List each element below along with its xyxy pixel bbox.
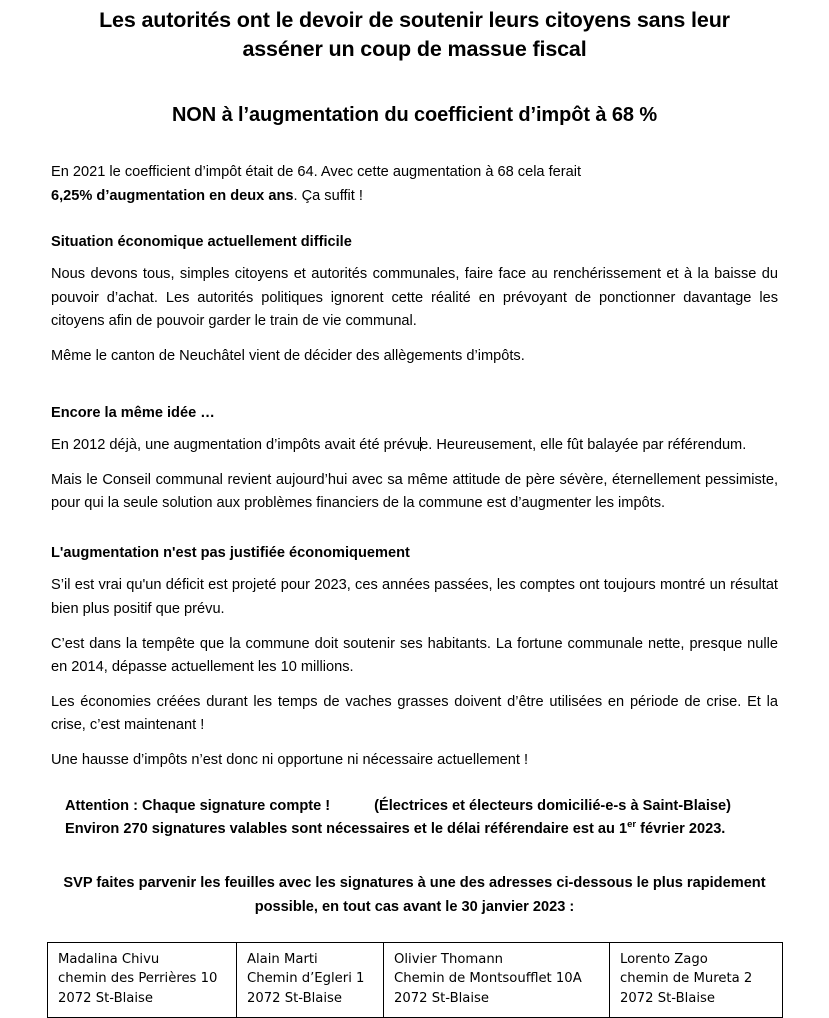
ordinal-suffix: er	[627, 819, 637, 831]
svp-line-1: SVP faites parvenir les feuilles avec les signatures à une des adresses ci-dessous le plus rapidement	[63, 875, 766, 892]
attention-eligibility-text: (Électrices et électeurs domicilié-e-s à Saint-Blaise)	[374, 797, 732, 814]
address-cell-4	[610, 943, 783, 1017]
address-street: Chemin de Montsoufflet 10A	[394, 971, 582, 987]
title-block	[0, 0, 829, 64]
section-heading-augmentation: L'augmentation n'est pas justifiée économiquement	[51, 544, 410, 561]
attention-signature-count-text: Attention : Chaque signature compte !	[65, 797, 331, 814]
lead-paragraph	[51, 161, 778, 208]
document-body	[0, 161, 829, 772]
address-table	[47, 942, 783, 1017]
address-name: Madalina Chivu	[58, 952, 160, 968]
paragraph-augmentation-2: C’est dans la tempête que la commune doit soutenir ses habitants. La fortune communale nette, presque nulle en 2014, dépasse actuellement les 10 millions.	[51, 635, 778, 676]
address-table-wrapper	[0, 942, 829, 1017]
address-city: 2072 St-Blaise	[247, 990, 343, 1006]
paragraph-encore-1-part-b: e. Heureusement, elle fût balayée par référendum.	[420, 437, 747, 453]
paragraph-encore-1-part-a: En 2012 déjà, une augmentation d’impôts avait été prévu	[51, 437, 421, 453]
spacer	[51, 380, 778, 402]
address-city: 2072 St-Blaise	[620, 990, 716, 1006]
svp-instructions-block	[0, 872, 829, 919]
section-heading-situation: Situation économique actuellement difficile	[51, 233, 352, 250]
paragraph-augmentation-1: S’il est vrai qu'un déficit est projeté pour 2023, ces années passées, les comptes ont toujours montré un résultat bien plus positif que prévu.	[51, 577, 778, 617]
attention-deadline-date: février 2023.	[636, 821, 726, 838]
paragraph-augmentation-4: Une hausse d’impôts n’est donc ni opportune ni nécessaire actuellement !	[51, 752, 529, 769]
paragraph-situation-2: Même le canton de Neuchâtel vient de décider des allègements d’impôts.	[51, 348, 525, 365]
table-row	[48, 943, 783, 1017]
attention-line-2	[65, 818, 778, 842]
page-title-line-2: asséner un coup de massue fiscal	[242, 37, 587, 62]
address-city: 2072 St-Blaise	[394, 990, 490, 1006]
address-name: Lorento Zago	[620, 952, 708, 968]
lead-bold-emphasis: 6,25% d’augmentation en deux ans	[51, 188, 294, 205]
page-title-line-1: Les autorités ont le devoir de soutenir leurs citoyens sans leur	[99, 8, 730, 32]
spacer	[51, 527, 778, 542]
address-city: 2072 St-Blaise	[58, 990, 154, 1006]
paragraph-augmentation-3: Les économies créées durant les temps de vaches grasses doivent d’être utilisées en période de crise. Et la crise, c’est maintenant !	[51, 693, 778, 734]
paragraph-situation-1: Nous devons tous, simples citoyens et autorités communales, faire face au renchérissement et à la baisse du pouvoir d’achat. Les autorités politiques ignorent cette réalité en prévoyant de ponctionner davantage les citoyens afin de pouvoir garder le train de vie communal.	[51, 266, 778, 330]
address-street: Chemin d’Egleri 1	[247, 971, 365, 987]
attention-deadline-text: Environ 270 signatures valables sont nécessaires et le délai référendaire est au 1	[65, 821, 628, 838]
address-name: Olivier Thomann	[394, 952, 504, 968]
svp-line-2: possible, en tout cas avant le 30 janvier 2023 :	[254, 898, 575, 915]
page-subtitle: NON à l’augmentation du coefficient d’impôt à 68 %	[171, 104, 658, 127]
address-cell-2	[237, 943, 384, 1017]
section-heading-encore: Encore la même idée …	[51, 404, 215, 421]
address-street: chemin des Perrières 10	[58, 971, 218, 987]
spacer	[51, 209, 778, 231]
address-cell-3	[384, 943, 610, 1017]
subtitle-block	[0, 102, 829, 128]
attention-line-1	[65, 795, 778, 819]
address-street: chemin de Mureta 2	[620, 971, 753, 987]
address-name: Alain Marti	[247, 952, 318, 968]
paragraph-encore-1	[51, 434, 778, 458]
lead-tail: . Ça suffit !	[293, 188, 363, 205]
page-title	[78, 6, 751, 64]
lead-line-1: En 2021 le coefficient d’impôt était de 64. Avec cette augmentation à 68 cela ferait	[51, 164, 582, 181]
address-cell-1	[48, 943, 237, 1017]
attention-block	[0, 795, 829, 842]
paragraph-encore-2: Mais le Conseil communal revient aujourd’hui avec sa même attitude de père sévère, éternellement pessimiste, pour qui la seule solution aux problèmes financiers de la commune est d’augmenter les impôts.	[51, 471, 778, 512]
